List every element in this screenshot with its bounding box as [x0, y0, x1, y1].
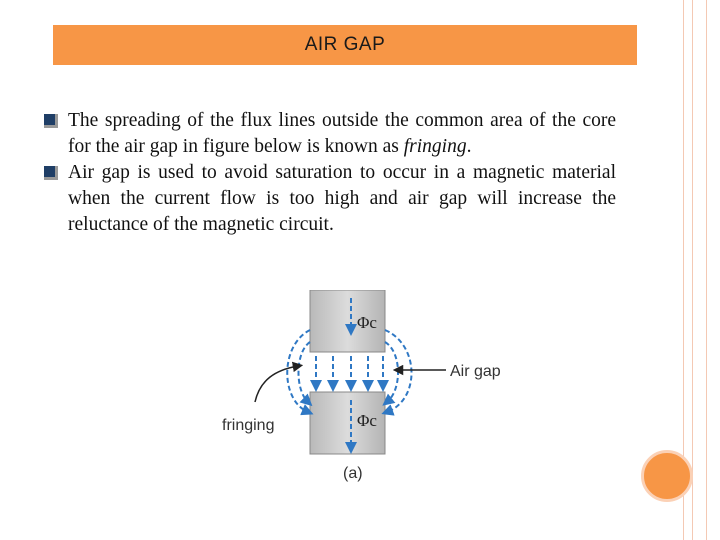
decorative-line	[706, 0, 707, 540]
figure-caption: (a)	[343, 465, 363, 482]
flux-label-top: Φc	[357, 313, 377, 332]
page-title: AIR GAP	[304, 34, 386, 55]
air-gap-figure	[220, 290, 520, 495]
bullet-text: The spreading of the flux lines outside the common area of the core for the air gap in figure below is known as	[68, 110, 616, 157]
bullet-text-end: .	[466, 136, 472, 157]
checkbox-bullet-icon	[44, 114, 58, 128]
bullet-item	[44, 108, 616, 160]
bullet-text-italic: fringing	[403, 136, 467, 157]
bullet-text: Air gap is used to avoid saturation to occur in a magnetic material when the current flow is too high and air gap will increase the reluctance of the magnetic circuit.	[68, 162, 616, 235]
bullet-list	[44, 108, 616, 238]
flux-label-bottom: Φc	[357, 411, 377, 430]
decorative-circle	[641, 450, 693, 502]
air-gap-label: Air gap	[450, 363, 501, 380]
fringing-label: fringing	[222, 417, 275, 434]
title-banner	[53, 25, 637, 65]
checkbox-bullet-icon	[44, 166, 58, 180]
bullet-item	[44, 160, 616, 238]
decorative-line	[692, 0, 693, 540]
